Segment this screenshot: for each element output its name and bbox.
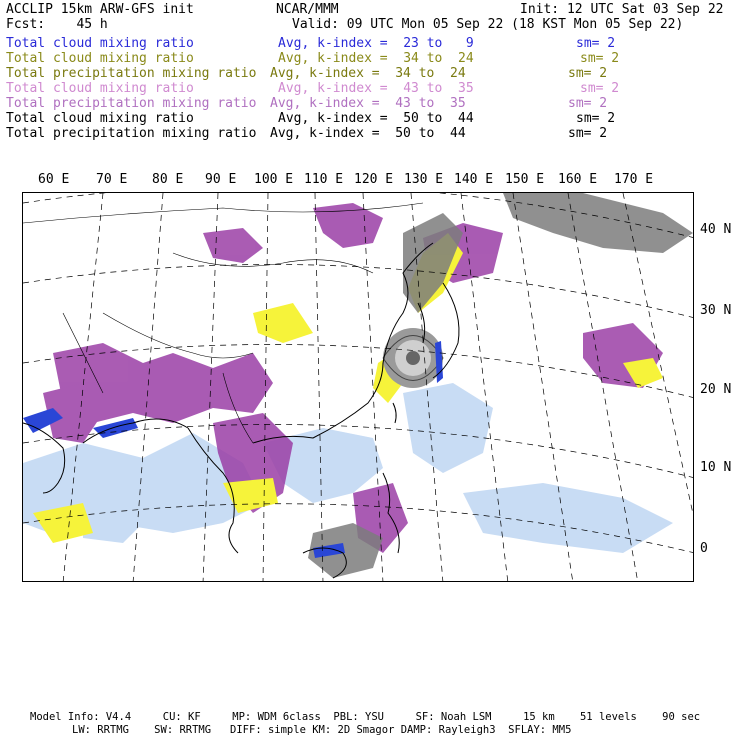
org-label: NCAR/MMM: [276, 2, 339, 17]
legend-row-7-sm: sm= 2: [568, 126, 608, 141]
legend-row-5-sm: sm= 2: [568, 96, 608, 111]
typhoon-vortex: [383, 328, 443, 388]
legend-row-3-sm: sm= 2: [568, 66, 608, 81]
legend-row-6-sm: sm= 2: [576, 111, 616, 126]
legend-row-2-name: Total cloud mixing ratio: [6, 51, 194, 66]
purple-north-china: [313, 203, 383, 248]
coast-taiwan: [393, 403, 396, 423]
legend-row-3-name: Total precipitation mixing ratio: [6, 66, 257, 81]
lon-label-160e: 160 E: [558, 172, 598, 187]
init-time: Init: 12 UTC Sat 03 Sep 22: [520, 2, 724, 17]
legend-row-7-avg: Avg, k-index = 50 to 44: [270, 126, 466, 141]
light-cloud-southeast-pacific: [463, 483, 673, 553]
valid-time: Valid: 09 UTC Mon 05 Sep 22 (18 KST Mon 05 Sep 22): [292, 17, 684, 32]
gray-northeast: [503, 193, 693, 253]
model-info-line-1: Model Info: V4.4 CU: KF MP: WDM 6class PBL: YSU SF: Noah LSM 15 km 51 levels 90 sec: [30, 711, 701, 723]
model-title: ACCLIP 15km ARW-GFS init: [6, 2, 194, 17]
lat-label-10n: 10 N: [700, 460, 732, 475]
legend-row-3-avg: Avg, k-index = 34 to 24: [270, 66, 466, 81]
lat-30n-line: [23, 264, 694, 318]
legend-row-1-avg: Avg, k-index = 23 to 9: [278, 36, 474, 51]
legend-row-5-name: Total precipitation mixing ratio: [6, 96, 257, 111]
legend-row-6-avg: Avg, k-index = 50 to 44: [278, 111, 474, 126]
legend-row-1-name: Total cloud mixing ratio: [6, 36, 194, 51]
lon-label-130e: 130 E: [404, 172, 444, 187]
legend-row-2-avg: Avg, k-index = 34 to 24: [278, 51, 474, 66]
lat-label-40n: 40 N: [700, 222, 732, 237]
forecast-label: Fcst: 45 h: [6, 17, 108, 32]
lon-label-80e: 80 E: [152, 172, 184, 187]
lon-label-140e: 140 E: [454, 172, 494, 187]
legend-row-4-avg: Avg, k-index = 43 to 35: [278, 81, 474, 96]
border-himalaya: [103, 313, 253, 358]
purple-mongolia: [203, 228, 263, 263]
lon-label-170e: 170 E: [614, 172, 654, 187]
lat-label-0: 0: [700, 541, 708, 556]
lon-label-60e: 60 E: [38, 172, 70, 187]
lat-label-20n: 20 N: [700, 382, 732, 397]
map-panel: [22, 192, 694, 582]
lon-label-70e: 70 E: [96, 172, 128, 187]
legend-row-4-sm: sm= 2: [580, 81, 620, 96]
legend-row-5-avg: Avg, k-index = 43 to 35: [270, 96, 466, 111]
legend-row-1-sm: sm= 2: [576, 36, 616, 51]
legend-row-6-name: Total cloud mixing ratio: [6, 111, 194, 126]
forecast-map: [23, 193, 694, 582]
lat-label-30n: 30 N: [700, 303, 732, 318]
legend-row-4-name: Total cloud mixing ratio: [6, 81, 194, 96]
legend-row-7-name: Total precipitation mixing ratio: [6, 126, 257, 141]
lon-label-90e: 90 E: [205, 172, 237, 187]
lon-110e-line: [315, 193, 323, 582]
yellow-south-china: [253, 303, 313, 343]
lon-label-150e: 150 E: [505, 172, 545, 187]
lon-label-110e: 110 E: [304, 172, 344, 187]
legend-row-2-sm: sm= 2: [580, 51, 620, 66]
lon-label-120e: 120 E: [354, 172, 394, 187]
forecast-hours: 45 h: [76, 17, 108, 32]
lon-label-100e: 100 E: [254, 172, 294, 187]
light-cloud-west-pacific: [403, 383, 493, 473]
model-info-line-2: LW: RRTMG SW: RRTMG DIFF: simple KM: 2D Smagor DAMP: Rayleigh3 SFLAY: MM5: [72, 724, 572, 736]
border-china-mongolia: [173, 253, 373, 273]
